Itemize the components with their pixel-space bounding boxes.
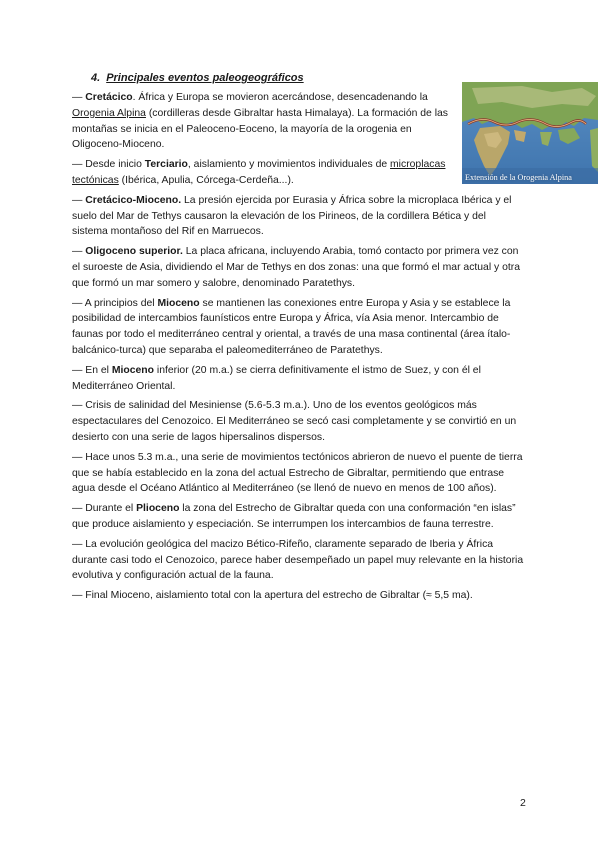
text-run: — La evolución geológica del macizo Bético-Rifeño, claramente separado de Iberia y África durante casi todo el Cenozoico, parece haber desempeñado un papel muy relevante en la historia evolutiva y configuración actual de la fauna. xyxy=(72,538,524,582)
text-run: (cordilleras desde Gibraltar hasta Himalaya). La formación de las montañas se inicia en el Paleoceno-Eoceno, la mayoría de la orogenia en Oligoceno-Mioceno. xyxy=(72,107,448,151)
text-run: — Desde inicio xyxy=(72,159,145,171)
text-run: — xyxy=(72,246,86,258)
text-run: , aislamiento y movimientos individuales de xyxy=(187,159,391,171)
text-run: se mantienen las conexiones entre Europa y Asia y se establece la posibilidad de intercambios faunísticos entre Europa y África, vía Asia menor. Intercambio de faunas por todo el mediterráneo central y oriental, a través de una masa continental (área ítalo-balcánico-turca) que separaba el paleomediterráneo de Paratethys. xyxy=(72,297,511,356)
bullet-paragraph xyxy=(72,588,524,604)
bold-term: Mioceno xyxy=(157,297,200,309)
bold-term: Oligoceno superior. xyxy=(85,246,183,258)
text-run: — A principios del xyxy=(72,297,158,309)
bold-term: Mioceno xyxy=(111,364,155,376)
section-heading xyxy=(91,72,304,84)
underlined-term: microplacas tectónicas xyxy=(72,159,446,186)
underlined-term: Orogenia Alpina xyxy=(72,107,146,119)
text-run: — En el xyxy=(72,364,112,376)
section-title: Principales eventos paleogeográficos xyxy=(106,72,304,84)
text-run: — Durante el xyxy=(72,503,137,515)
text-run: (Ibérica, Apulia, Córcega-Cerdeña...). xyxy=(118,174,294,186)
text-run: — Final Mioceno, aislamiento total con la apertura del estrecho de Gibraltar (≈ 5,5 ma). xyxy=(72,590,473,602)
text-run: inferior (20 m.a.) se cierra definitivamente el istmo de Suez, y con él el Mediterráneo Oriental. xyxy=(72,364,481,392)
text-run: La presión ejercida por Eurasia y África sobre la microplaca Ibérica y el suelo del Mar de Tethys causaron la elevación de los Pirineos, de la cordillera Bética y del sistema montañoso del Rif en Marruecos. xyxy=(72,194,512,238)
page-number: 2 xyxy=(520,797,526,809)
bullet-paragraph xyxy=(72,90,457,153)
bullet-paragraph xyxy=(72,363,524,395)
body-text xyxy=(72,90,524,608)
bold-term: Terciario xyxy=(144,159,188,171)
map-caption: Extensión de la Orogenia Alpina xyxy=(465,173,572,182)
bullet-paragraph xyxy=(72,244,524,291)
bullet-paragraph xyxy=(72,398,524,445)
bullet-paragraph xyxy=(72,157,457,189)
bold-term: Cretácico xyxy=(85,92,133,103)
bold-term: Cretácico-Mioceno. xyxy=(85,194,182,206)
text-run: . África y Europa se movieron acercándose, desencadenando la xyxy=(132,92,428,103)
bullet-paragraph xyxy=(72,501,524,533)
bullet-paragraph xyxy=(72,537,524,584)
text-run: la zona del Estrecho de Gibraltar queda con una conformación “en islas” que produce aislamiento y especiación. Se interrumpen los intercambios de fauna terrestre. xyxy=(72,503,516,530)
section-number: 4. xyxy=(91,72,101,84)
bullet-paragraph xyxy=(72,450,524,497)
bold-term: Plioceno xyxy=(136,503,180,515)
text-run: — xyxy=(72,92,86,103)
bullet-paragraph xyxy=(72,296,524,359)
text-run: — Hace unos 5.3 m.a., una serie de movimientos tectónicos abrieron de nuevo el puente de tierra que se había establecido en la zona del actual Estrecho de Gibraltar, permitiendo que entrase agua desde el Océano Atlántico al Mediterráneo (se llenó de nuevo en menos de 100 años). xyxy=(72,451,523,495)
text-run: — xyxy=(72,194,86,206)
text-run: La placa africana, incluyendo Arabia, tomó contacto por primera vez con el suroeste de Asia, dividiendo el Mar de Tethys en dos zonas: una que formó el mar actual y otra que formó un mar somero y salobre, denominado Paratethys. xyxy=(72,246,521,289)
text-run: — Crisis de salinidad del Mesiniense (5.6-5.3 m.a.). Uno de los eventos geológicos más espectaculares del Cenozoico. El Mediterráneo se secó casi completamente y se convirtió en un desierto con una serie de lagos hipersalinos dispersos. xyxy=(72,400,517,443)
bullet-paragraph xyxy=(72,193,524,240)
